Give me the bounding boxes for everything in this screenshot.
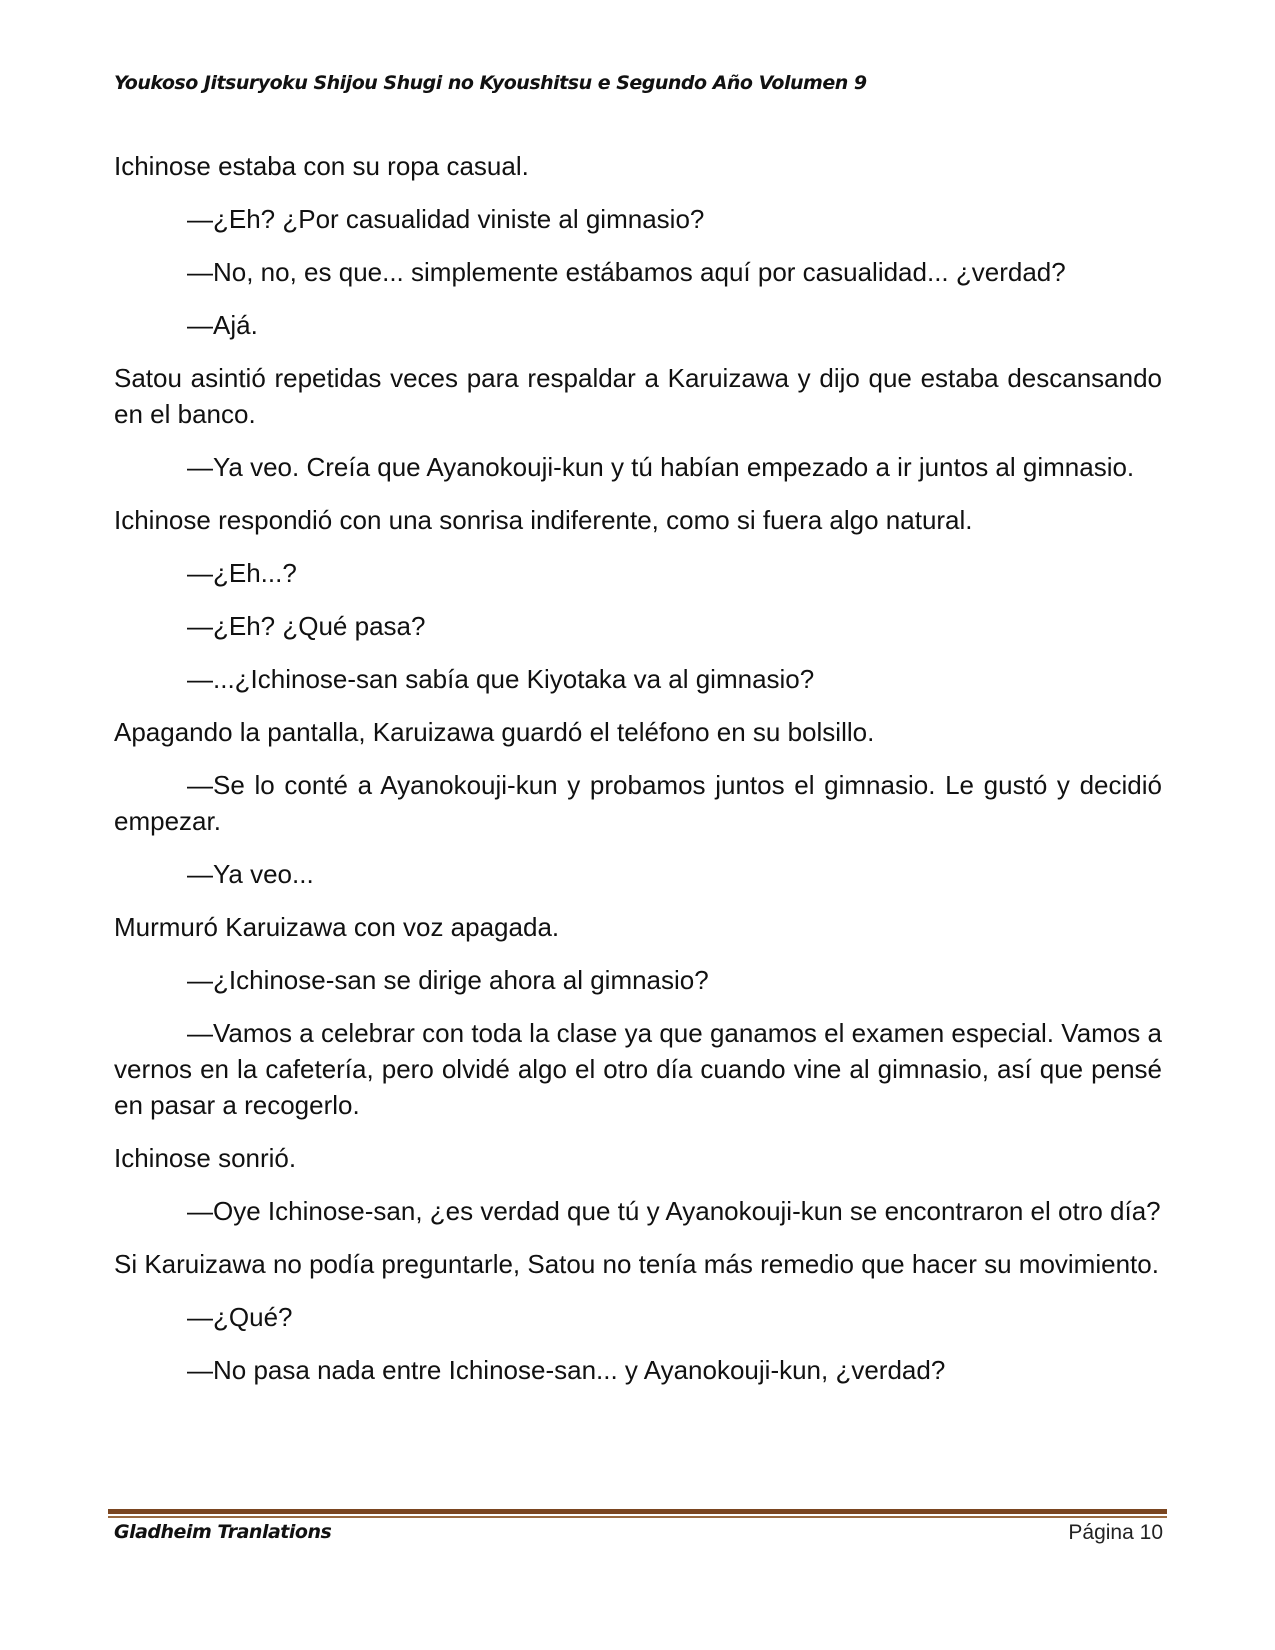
- paragraph: —¿Ichinose-san se dirige ahora al gimnasio?: [187, 965, 709, 995]
- paragraph: Satou asintió repetidas veces para respaldar a Karuizawa y dijo que estaba descansando en el banco.: [114, 363, 1162, 429]
- paragraph: Ichinose respondió con una sonrisa indiferente, como si fuera algo natural.: [114, 505, 973, 535]
- paragraph: Ichinose sonrió.: [114, 1143, 297, 1173]
- page-body: [114, 148, 1162, 1405]
- paragraph: —Vamos a celebrar con toda la clase ya que ganamos el examen especial. Vamos a vernos en la cafetería, pero olvidé algo el otro día cuando vine al gimnasio, así que pensé en pasar a recogerlo.: [114, 1018, 1162, 1120]
- paragraph: —Se lo conté a Ayanokouji-kun y probamos juntos el gimnasio. Le gustó y decidió empezar.: [114, 770, 1162, 836]
- paragraph: —Ya veo...: [187, 859, 314, 889]
- paragraph: —¿Eh...?: [187, 558, 297, 588]
- page-number: [1068, 1521, 1163, 1545]
- paragraph: —¿Eh? ¿Por casualidad viniste al gimnasio?: [187, 204, 705, 234]
- footer-credit: Gladheim Tranlations: [114, 1521, 332, 1543]
- footer-rule-thin: [108, 1516, 1167, 1518]
- page-number-value: 10: [1139, 1521, 1163, 1544]
- footer-rule: [108, 1509, 1167, 1514]
- paragraph: —No pasa nada entre Ichinose-san... y Ayanokouji-kun, ¿verdad?: [187, 1355, 946, 1385]
- page-label: Página: [1068, 1521, 1134, 1544]
- paragraph: —Ya veo. Creía que Ayanokouji-kun y tú habían empezado a ir juntos al gimnasio.: [187, 452, 1135, 482]
- paragraph: —¿Eh? ¿Qué pasa?: [187, 611, 426, 641]
- paragraph: —Ajá.: [187, 310, 258, 340]
- paragraph: —¿Qué?: [187, 1302, 293, 1332]
- paragraph: Ichinose estaba con su ropa casual.: [114, 151, 529, 181]
- paragraph: Apagando la pantalla, Karuizawa guardó el teléfono en su bolsillo.: [114, 717, 875, 747]
- paragraph: —...¿Ichinose-san sabía que Kiyotaka va al gimnasio?: [187, 664, 815, 694]
- paragraph: Si Karuizawa no podía preguntarle, Satou no tenía más remedio que hacer su movimiento.: [114, 1249, 1159, 1279]
- paragraph: Murmuró Karuizawa con voz apagada.: [114, 912, 560, 942]
- paragraph: —No, no, es que... simplemente estábamos aquí por casualidad... ¿verdad?: [187, 257, 1066, 287]
- running-header: Youkoso Jitsuryoku Shijou Shugi no Kyoushitsu e Segundo Año Volumen 9: [114, 72, 867, 94]
- paragraph: —Oye Ichinose-san, ¿es verdad que tú y Ayanokouji-kun se encontraron el otro día?: [187, 1196, 1161, 1226]
